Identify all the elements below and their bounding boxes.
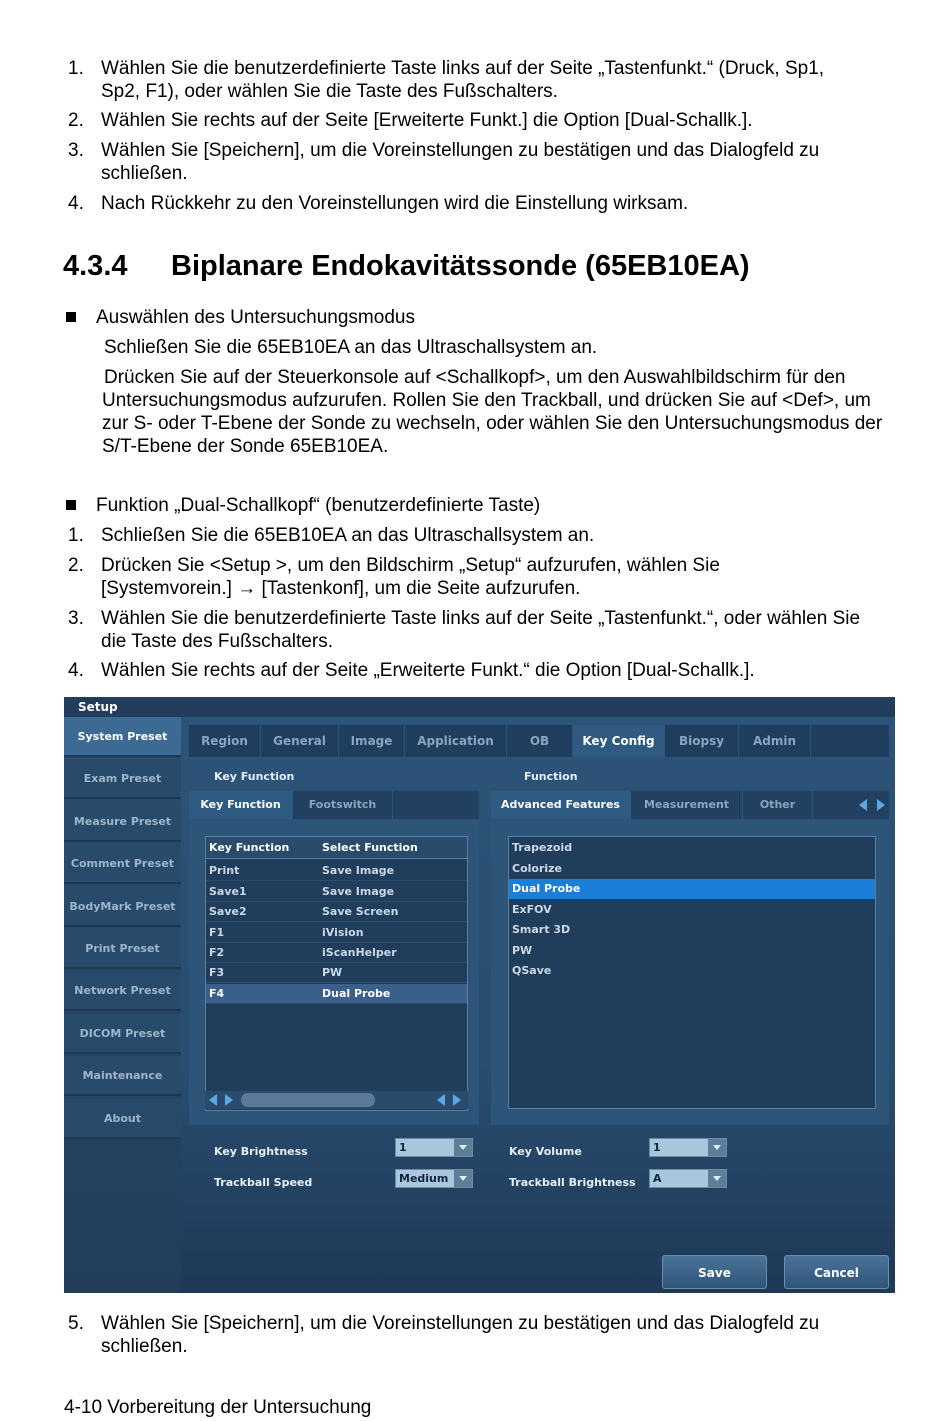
- key-brightness-select[interactable]: [395, 1138, 473, 1157]
- table-row[interactable]: [206, 861, 467, 881]
- bullet-icon: [66, 500, 76, 510]
- paragraph: Schließen Sie die 65EB10EA an das Ultraschallsystem an.: [104, 337, 598, 358]
- key-cell: Save2: [209, 905, 247, 918]
- table-header: [206, 837, 467, 859]
- function-label: Function: [524, 770, 578, 783]
- function-cell: Save Image: [322, 885, 395, 898]
- scroll-left-icon[interactable]: [437, 1094, 445, 1106]
- table-row[interactable]: [206, 943, 467, 963]
- list-number: 2.: [68, 555, 84, 576]
- table-row-selected[interactable]: [206, 984, 467, 1004]
- list-item-text: Wählen Sie die benutzerdefinierte Taste links auf der Seite „Tastenfunkt.“ (Druck, Sp1, Sp2, F1), oder wählen Sie die Taste des Fußschalters.: [101, 58, 825, 102]
- heading-number: 4.3.4: [63, 250, 128, 282]
- sidebar-item-network-preset[interactable]: Network Preset: [64, 971, 181, 1011]
- select-value: A: [653, 1172, 662, 1185]
- subtab-measurement[interactable]: Measurement: [631, 791, 743, 819]
- setup-main: [181, 717, 895, 1293]
- tab-admin[interactable]: Admin: [739, 725, 811, 757]
- trackball-speed-select[interactable]: [395, 1169, 473, 1188]
- scroll-left-icon[interactable]: [209, 1094, 217, 1106]
- table-row[interactable]: [206, 902, 467, 922]
- sidebar-item-bodymark-preset[interactable]: BodyMark Preset: [64, 887, 181, 927]
- chevron-down-icon[interactable]: [708, 1170, 726, 1187]
- select-value: 1: [399, 1141, 407, 1154]
- table-row[interactable]: [206, 923, 467, 943]
- bullet-text: Funktion „Dual-Schallkopf“ (benutzerdefinierte Taste): [96, 495, 541, 516]
- right-subtab-bar: [491, 791, 889, 819]
- save-button[interactable]: Save: [662, 1255, 767, 1289]
- chevron-down-icon[interactable]: [708, 1139, 726, 1156]
- tab-scroll-right-icon[interactable]: [877, 799, 885, 811]
- sidebar-item-system-preset[interactable]: System Preset: [64, 717, 181, 757]
- function-cell: iVision: [322, 926, 364, 939]
- scroll-right-icon[interactable]: [225, 1094, 233, 1106]
- list-item-text: Wählen Sie rechts auf der Seite [Erweiterte Funkt.] die Option [Dual-Schallk.].: [101, 110, 753, 131]
- key-function-label: Key Function: [214, 770, 295, 783]
- list-number: 4.: [68, 193, 84, 214]
- list-number: 4.: [68, 660, 84, 681]
- tab-image[interactable]: Image: [339, 725, 405, 757]
- function-cell: Save Screen: [322, 905, 399, 918]
- list-item-text: Wählen Sie [Speichern], um die Voreinstellungen zu bestätigen und das Dialogfeld zu schließen.: [101, 140, 820, 184]
- paragraph: Drücken Sie auf der Steuerkonsole auf <Schallkopf>, um den Auswahlbildschirm für den Untersuchungsmodus aufzurufen. Rollen Sie den Trackball, und drücken Sie auf <Def>, um zur S- oder T-Ebene der Sonde zu wechseln, oder wählen Sie den Untersuchungsmodus der S/T-Ebene der Sonde 65EB10EA.: [102, 367, 883, 457]
- tab-ob[interactable]: OB: [507, 725, 573, 757]
- list-item[interactable]: Colorize: [512, 862, 563, 875]
- key-cell: F1: [209, 926, 225, 939]
- select-value: Medium: [399, 1172, 449, 1185]
- horizontal-scrollbar[interactable]: [205, 1091, 468, 1109]
- table-row[interactable]: [206, 963, 467, 983]
- bullet-icon: [66, 312, 76, 322]
- list-number: 5.: [68, 1313, 84, 1334]
- page-footer: 4-10 Vorbereitung der Untersuchung: [64, 1397, 372, 1418]
- list-item[interactable]: PW: [512, 944, 533, 957]
- chevron-down-icon[interactable]: [454, 1170, 472, 1187]
- tab-scroll-left-icon[interactable]: [859, 799, 867, 811]
- list-number: 3.: [68, 608, 84, 629]
- list-item-selected[interactable]: Dual Probe: [509, 879, 875, 899]
- section-heading: [63, 248, 750, 284]
- table-row[interactable]: [206, 882, 467, 902]
- function-cell: Dual Probe: [322, 987, 391, 1000]
- function-cell: Save Image: [322, 864, 395, 877]
- key-cell: F2: [209, 946, 225, 959]
- list-number: 1.: [68, 525, 84, 546]
- list-item-text: Schließen Sie die 65EB10EA an das Ultraschallsystem an.: [101, 525, 595, 546]
- heading-title: Biplanare Endokavitätssonde (65EB10EA): [171, 250, 750, 282]
- column-header: Select Function: [322, 841, 418, 854]
- tab-biopsy[interactable]: Biopsy: [665, 725, 739, 757]
- sidebar-item-maintenance[interactable]: Maintenance: [64, 1056, 181, 1096]
- function-list: [508, 836, 876, 1109]
- trackball-brightness-select[interactable]: [649, 1169, 727, 1188]
- subtab-advanced-features[interactable]: Advanced Features: [491, 791, 631, 819]
- tab-application[interactable]: Application: [405, 725, 507, 757]
- tab-key-config[interactable]: Key Config: [573, 725, 665, 757]
- function-cell: iScanHelper: [322, 946, 397, 959]
- scroll-right-icon[interactable]: [453, 1094, 461, 1106]
- list-item[interactable]: QSave: [512, 964, 552, 977]
- window-title: Setup: [64, 697, 895, 717]
- list-number: 2.: [68, 110, 84, 131]
- cancel-button[interactable]: Cancel: [784, 1255, 889, 1289]
- key-cell: F4: [209, 987, 225, 1000]
- subtab-key-function[interactable]: Key Function: [189, 791, 293, 819]
- sidebar-item-measure-preset[interactable]: Measure Preset: [64, 802, 181, 842]
- key-cell: Save1: [209, 885, 247, 898]
- trackball-brightness-label: Trackball Brightness: [509, 1176, 636, 1189]
- key-brightness-label: Key Brightness: [214, 1145, 308, 1158]
- left-subtab-bar: [189, 791, 479, 819]
- key-function-table: [205, 836, 468, 1111]
- select-value: 1: [653, 1141, 661, 1154]
- list-item-text: Wählen Sie rechts auf der Seite „Erweiterte Funkt.“ die Option [Dual-Schallk.].: [101, 660, 755, 681]
- subtab-other[interactable]: Other: [743, 791, 813, 819]
- sidebar-item-exam-preset[interactable]: Exam Preset: [64, 759, 181, 799]
- scrollbar-thumb[interactable]: [241, 1093, 375, 1107]
- list-number: 1.: [68, 58, 84, 79]
- list-item[interactable]: Trapezoid: [512, 841, 573, 854]
- trackball-speed-label: Trackball Speed: [214, 1176, 313, 1189]
- list-number: 3.: [68, 140, 84, 161]
- list-item[interactable]: Smart 3D: [512, 923, 571, 936]
- function-cell: PW: [322, 966, 343, 979]
- bullet-text: Auswählen des Untersuchungsmodus: [96, 307, 415, 328]
- list-item-text: Drücken Sie <Setup >, um den Bildschirm „Setup“ aufzurufen, wählen Sie [Systemvorein.] → [Tastenkonf], um die Seite aufzurufen.: [101, 555, 720, 599]
- sidebar-item-dicom-preset[interactable]: DICOM Preset: [64, 1014, 181, 1054]
- list-item[interactable]: ExFOV: [512, 903, 552, 916]
- column-header: Key Function: [209, 841, 290, 854]
- setup-screenshot: [64, 697, 895, 1293]
- chevron-down-icon[interactable]: [454, 1139, 472, 1156]
- key-cell: F3: [209, 966, 225, 979]
- list-item-text: Wählen Sie [Speichern], um die Voreinstellungen zu bestätigen und das Dialogfeld zu schließen.: [101, 1313, 820, 1357]
- key-volume-select[interactable]: [649, 1138, 727, 1157]
- sidebar-item-print-preset[interactable]: Print Preset: [64, 929, 181, 969]
- list-item-text: Wählen Sie die benutzerdefinierte Taste links auf der Seite „Tastenfunkt.“, oder wählen Sie die Taste des Fußschalters.: [101, 608, 861, 652]
- tab-bar: [189, 725, 889, 757]
- setup-sidebar: [64, 717, 181, 1293]
- tab-general[interactable]: General: [261, 725, 339, 757]
- key-volume-label: Key Volume: [509, 1145, 582, 1158]
- tab-region[interactable]: Region: [189, 725, 261, 757]
- sidebar-item-comment-preset[interactable]: Comment Preset: [64, 844, 181, 884]
- key-cell: Print: [209, 864, 240, 877]
- sidebar-item-about[interactable]: About: [64, 1099, 181, 1139]
- list-item-text: Nach Rückkehr zu den Voreinstellungen wird die Einstellung wirksam.: [101, 193, 689, 214]
- subtab-footswitch[interactable]: Footswitch: [293, 791, 393, 819]
